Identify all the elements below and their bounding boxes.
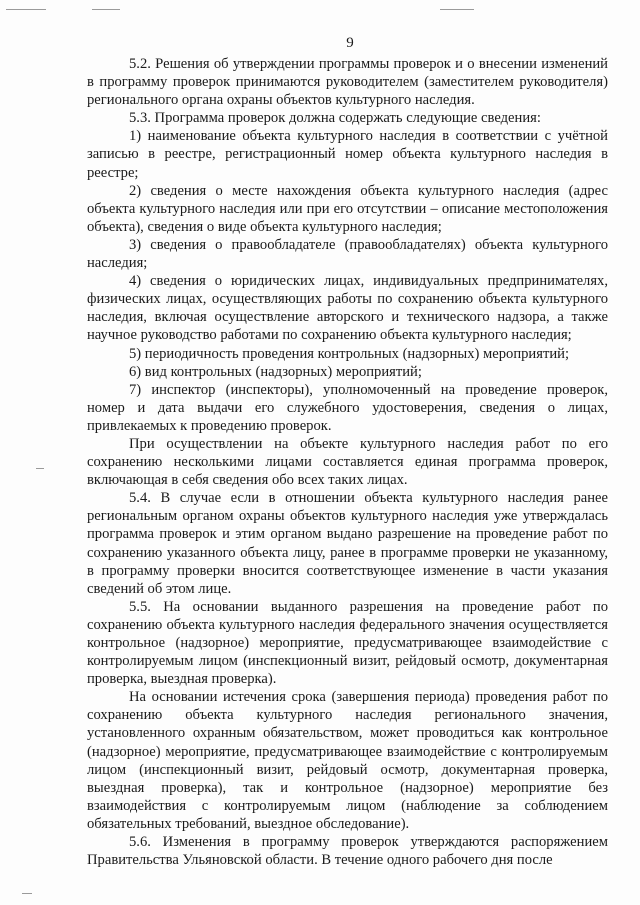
paragraph-joint-program: При осуществлении на объекте культурного наследия работ по его сохранению несколькими лицами составляется единая программа проверок, включающая в себя сведения обо всех таких лицах. <box>87 435 608 489</box>
paragraph-5-3: 5.3. Программа проверок должна содержать следующие сведения: <box>129 110 541 127</box>
list-item-4: 4) сведения о юридических лицах, индивидуальных предпринимателях, физических лицах, осуществляющих работы по сохранению объекта культурного наследия, включая осуществление авторского и технического надзора, а также научное руководство работами по сохранению объекта культурного наследия; <box>87 273 608 344</box>
list-item-5: 5) периодичность проведения контрольных (надзорных) мероприятий; <box>129 345 569 362</box>
scan-artifact-line <box>440 9 474 10</box>
scan-artifact-line <box>36 468 44 469</box>
list-item-6: 6) вид контрольных (надзорных) мероприятий; <box>129 363 422 380</box>
paragraph-5-5: 5.5. На основании выданного разрешения на проведение работ по сохранению объекта культурного наследия федерального значения осуществляется контрольное (надзорное) мероприятие, предусматривающее взаимодействие с контролируемым лицом (инспекционный визит, рейдовый осмотр, документарная проверка, выездная проверка). <box>87 598 608 688</box>
list-item-3: 3) сведения о правообладателе (правообладателях) объекта культурного наследия; <box>87 236 608 272</box>
paragraph-5-4: 5.4. В случае если в отношении объекта культурного наследия ранее региональным органом охраны объектов культурного наследия уже утверждалась программа проверок и этим органом выдано разрешение на проведение работ по сохранению указанного объекта лицу, ранее в программе проверки не указанному, в программу проверки вносится соответствующее изменение в части указания сведений об этом лице. <box>87 490 608 597</box>
paragraph-5-2: 5.2. Решения об утверждении программы проверок и о внесении изменений в программу проверок принимаются руководителем (заместителем руководителя) регионального органа охраны объектов культурного наследия. <box>87 56 608 109</box>
page-number: 9 <box>346 35 354 51</box>
scan-artifact-line <box>6 9 46 10</box>
scan-artifact-line <box>92 9 120 10</box>
list-item-2: 2) сведения о месте нахождения объекта культурного наследия (адрес объекта культурного наследия или при его отсутствии – описание местоположения объекта), сведения о виде объекта культурного наследия; <box>87 182 608 235</box>
paragraph-regional-expiry: На основании истечения срока (завершения периода) проведения работ по сохранению объекта культурного наследия регионального значения, установленного охранным обязательством, может проводиться как контрольное (надзорное) мероприятие, предусматривающее взаимодействие с контролируемым лицом (инспекционный визит, рейдовый осмотр, документарная проверка, выездная проверка), так и контрольное (надзорное) мероприятие без взаимодействия с контролируемым лицом (наблюдение за соблюдением обязательных требований, выездное обследование). <box>87 689 608 832</box>
list-item-7: 7) инспектор (инспекторы), уполномоченный на проведение проверок, номер и дата выдачи его служебного удостоверения, сведения о лицах, привлекаемых к проведению проверок. <box>87 381 608 434</box>
list-item-1: 1) наименование объекта культурного наследия в соответствии с учётной записью в реестре, регистрационный номер объекта культурного наследия в реестре; <box>87 128 608 181</box>
paragraph-5-6: 5.6. Изменения в программу проверок утверждаются распоряжением Правительства Ульяновской области. В течение одного рабочего дня после <box>87 834 608 869</box>
document-body <box>87 55 608 869</box>
scan-artifact-line <box>22 893 32 894</box>
